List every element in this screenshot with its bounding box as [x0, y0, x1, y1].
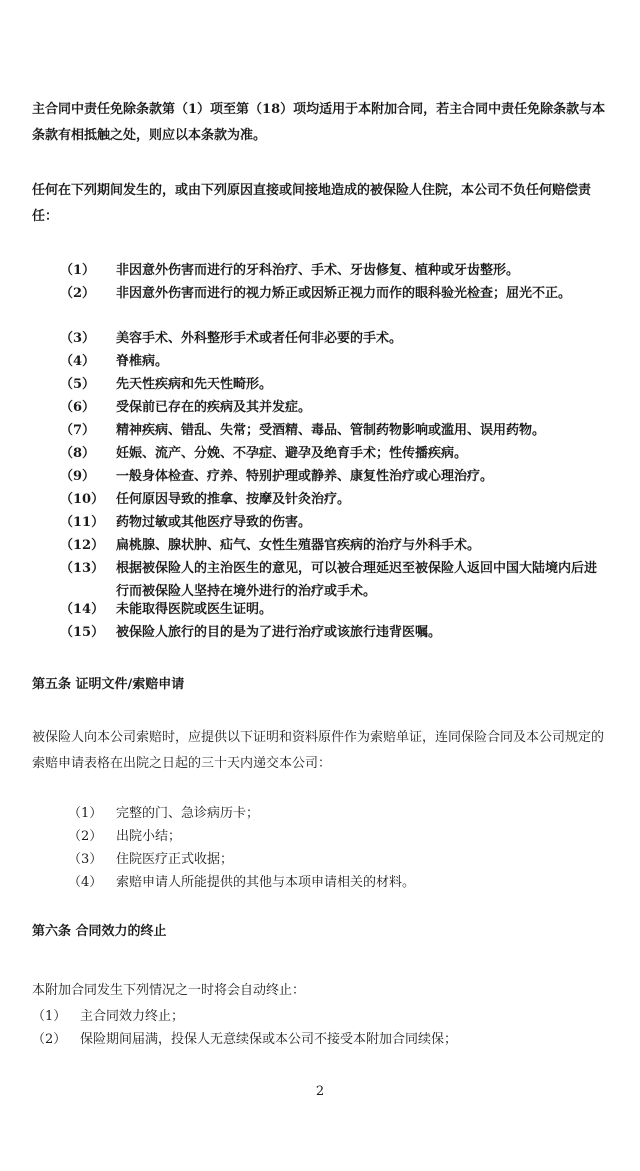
exclusion-item — [60, 621, 608, 644]
intro-paragraph: 主合同中责任免除条款第（1）项至第（18）项均适用于本附加合同，若主合同中责任免除条款与本条款有相抵触之处，则应以本条款为准。 — [32, 102, 606, 143]
termination-item — [32, 1028, 608, 1051]
exclusion-item — [60, 557, 608, 603]
claim-document-text: 索赔申请人所能提供的其他与本项申请相关的材料。 — [116, 875, 416, 890]
exclusion-text: 美容手术、外科整形手术或者任何非必要的手术。 — [116, 331, 403, 346]
claim-document-item — [68, 802, 608, 825]
exclusion-text: 扁桃腺、腺状肿、疝气、女性生殖器官疾病的治疗与外科手术。 — [116, 538, 481, 553]
article-5-heading: 第五条 证明文件/索赔申请 — [32, 677, 185, 692]
exclusion-item — [60, 598, 608, 621]
exclusion-number: （2） — [60, 286, 96, 301]
exclusion-text: 脊椎病。 — [116, 354, 169, 369]
exclusion-item — [60, 373, 608, 396]
article-5-intro: 被保险人向本公司索赔时，应提供以下证明和资料原件作为索赔单证，连同保险合同及本公司规定的索赔申请表格在出院之日起的三十天内递交本公司： — [32, 730, 605, 771]
exclusion-number: （1） — [60, 263, 96, 278]
exclusion-text: 根据被保险人的主治医生的意见，可以被合理延迟至被保险人返回中国大陆境内后进行而被保险人坚持在境外进行的治疗或手术。 — [116, 561, 598, 599]
claim-document-number: （3） — [68, 852, 103, 867]
exclusion-text: 非因意外伤害而进行的视力矫正或因矫正视力而作的眼科验光检查；屈光不正。 — [116, 286, 572, 301]
exclusion-number: （11） — [60, 515, 105, 530]
exclusion-item — [60, 282, 608, 305]
claim-document-text: 完整的门、急诊病历卡； — [116, 806, 260, 821]
claim-document-text: 出院小结； — [116, 829, 182, 844]
exclusion-text: 非因意外伤害而进行的牙科治疗、手术、牙齿修复、植种或牙齿整形。 — [116, 263, 520, 278]
exclusion-item — [60, 350, 608, 373]
exclusion-item — [60, 259, 608, 282]
exclusion-number: （13） — [60, 561, 105, 576]
exclusion-text: 精神疾病、错乱、失常；受酒精、毒品、管制药物影响或滥用、误用药物。 — [116, 423, 546, 438]
exclusion-item — [60, 465, 608, 488]
exclusion-number: （10） — [60, 492, 105, 507]
exclusion-text: 药物过敏或其他医疗导致的伤害。 — [116, 515, 312, 530]
exclusion-number: （14） — [60, 602, 105, 617]
claim-document-item — [68, 871, 608, 894]
exclusion-text: 被保险人旅行的目的是为了进行治疗或该旅行违背医嘱。 — [116, 625, 442, 640]
exclusion-number: （9） — [60, 469, 96, 484]
exclusion-text: 受保前已存在的疾病及其并发症。 — [116, 400, 312, 415]
exclusion-item — [60, 488, 608, 511]
claim-document-item — [68, 825, 608, 848]
exclusion-item — [60, 511, 608, 534]
exclusion-text: 未能取得医院或医生证明。 — [116, 602, 273, 617]
termination-text: 主合同效力终止； — [80, 1009, 185, 1024]
exclusion-number: （7） — [60, 423, 96, 438]
exclusion-intro: 任何在下列期间发生的，或由下列原因直接或间接地造成的被保险人住院，本公司不负任何赔偿责任： — [32, 183, 592, 224]
claim-document-number: （4） — [68, 875, 103, 890]
termination-number: （2） — [32, 1032, 67, 1047]
exclusion-number: （15） — [60, 625, 105, 640]
exclusion-number: （3） — [60, 331, 96, 346]
claim-document-text: 住院医疗正式收据； — [116, 852, 234, 867]
exclusion-item — [60, 442, 608, 465]
claim-document-number: （2） — [68, 829, 103, 844]
exclusion-text: 一般身体检查、疗养、特别护理或静养、康复性治疗或心理治疗。 — [116, 469, 494, 484]
exclusion-item — [60, 327, 608, 350]
exclusion-number: （4） — [60, 354, 96, 369]
article-6-intro: 本附加合同发生下列情况之一时将会自动终止： — [32, 983, 306, 998]
termination-item — [32, 1005, 608, 1028]
exclusion-text: 妊娠、流产、分娩、不孕症、避孕及绝育手术；性传播疾病。 — [116, 446, 468, 461]
claim-document-number: （1） — [68, 806, 103, 821]
article-6-heading: 第六条 合同效力的终止 — [32, 924, 167, 939]
termination-text: 保险期间届满，投保人无意续保或本公司不接受本附加合同续保； — [80, 1032, 458, 1047]
termination-number: （1） — [32, 1009, 67, 1024]
exclusion-item — [60, 419, 608, 442]
claim-document-item — [68, 848, 608, 871]
exclusion-number: （8） — [60, 446, 96, 461]
exclusion-number: （6） — [60, 400, 96, 415]
exclusion-item — [60, 396, 608, 419]
exclusion-text: 先天性疾病和先天性畸形。 — [116, 377, 273, 392]
exclusion-number: （12） — [60, 538, 105, 553]
page-number: 2 — [315, 1084, 325, 1099]
exclusion-text: 任何原因导致的推拿、按摩及针灸治疗。 — [116, 492, 351, 507]
exclusion-item — [60, 534, 608, 557]
exclusion-number: （5） — [60, 377, 96, 392]
